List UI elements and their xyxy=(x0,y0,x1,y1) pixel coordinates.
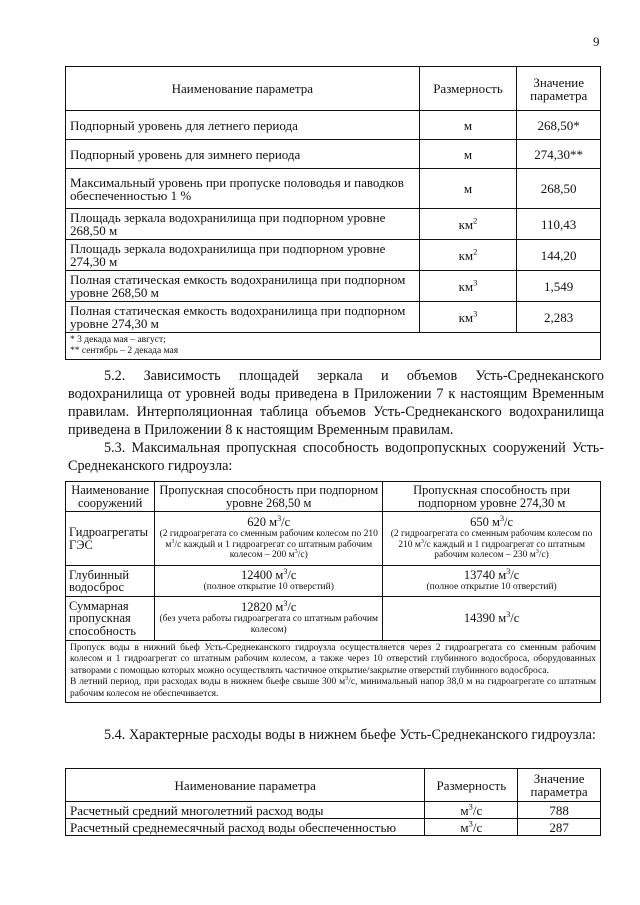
table-row xyxy=(66,802,601,819)
paragraph-text: Зависимость площадей зеркала и объемов Усть-Среднеканского водохранилища от уровней воды приведена в Приложении 7 к настоящим Временным правилам. Интерполяционная таблица объемов Усть-Среднеканского водохранилища приведена в Приложении 8 к настоящим Временным правилам. xyxy=(68,368,605,438)
header-parameter-name: Наименование параметра xyxy=(66,67,420,111)
table-row xyxy=(66,271,601,302)
unit-exponent: 3 xyxy=(473,277,478,288)
paragraph-text: Характерные расходы воды в нижнем бьефе Усть-Среднеканского гидроузла: xyxy=(128,727,596,743)
paragraph-number: 5.4. xyxy=(104,727,126,743)
row-value: 274,30** xyxy=(517,140,601,169)
unit-exponent: 3 xyxy=(473,308,478,319)
row-name: Расчетный средний многолетний расход воды xyxy=(66,802,425,819)
note-water-release: Пропуск воды в нижний бьеф Усть-Среднеканского гидроузла осуществляется через 2 гидроагрегата со сменным рабочим колесом и 1 гидроагрегат со штатным рабочим колесом, а также через 10 отверстий глубинного водосброса, оборудованных затворами с помощью которых можно осуществлять частичное открытие/закрытие отверстий глубинного водосброса. xyxy=(70,643,596,676)
header-unit: Размерность xyxy=(419,67,517,111)
row-name: Максимальный уровень при пропуске половодья и паводков обеспеченностью 1 % xyxy=(66,169,420,209)
header-capacity-268: Пропускная способность при подпорном уровне 268,50 м xyxy=(155,482,383,512)
row-name: Подпорный уровень для зимнего периода xyxy=(66,140,420,169)
capacity-value: 14390 $м^3/с$ xyxy=(463,609,520,625)
unit-exponent: 2 xyxy=(473,215,478,226)
capacity-274-cell xyxy=(383,566,601,597)
row-name: Площадь зеркала водохранилища при подпорном уровне 268,50 м xyxy=(66,209,420,240)
row-value: 2,283 xyxy=(517,302,601,333)
table-row xyxy=(66,209,601,240)
row-name: Подпорный уровень для летнего периода xyxy=(66,111,420,140)
header-unit: Размерность xyxy=(425,769,518,802)
row-name: Глубинный водосброс xyxy=(66,566,155,597)
table-row xyxy=(66,597,601,641)
row-unit xyxy=(419,271,517,302)
table-notes-row xyxy=(66,333,601,360)
row-value: 144,20 xyxy=(517,240,601,271)
row-value: 1,549 xyxy=(517,271,601,302)
row-unit: м xyxy=(419,169,517,209)
capacity-note: (полное открытие 10 отверстий) xyxy=(203,582,334,593)
table-row xyxy=(66,111,601,140)
table-row xyxy=(66,140,601,169)
row-unit: $м^3/с$ xyxy=(425,802,518,819)
row-unit: $м^3/с$ xyxy=(425,819,518,836)
table-row xyxy=(66,302,601,333)
row-name: Гидроагрегаты ГЭС xyxy=(66,512,155,566)
table-header-row xyxy=(66,769,601,802)
capacity-value: 13740 $м^3/с$ xyxy=(463,566,520,583)
page-number: 9 xyxy=(593,34,600,49)
row-unit xyxy=(419,209,517,240)
row-name: Полная статическая емкость водохранилища при подпорном уровне 274,30 м xyxy=(66,302,420,333)
unit-exponent: 2 xyxy=(473,246,478,257)
row-name: Площадь зеркала водохранилища при подпорном уровне 274,30 м xyxy=(66,240,420,271)
capacity-value: 12820 $м^3/с$ xyxy=(241,599,297,615)
capacity-value: 620 $м^3/с$ xyxy=(247,513,291,529)
unit-base: км xyxy=(458,216,474,232)
header-capacity-274: Пропускная способность при подпорном уровне 274,30 м xyxy=(383,482,601,512)
row-unit xyxy=(419,302,517,333)
paragraph-number: 5.3. xyxy=(104,440,126,456)
header-value: Значение параметра xyxy=(517,67,601,111)
table-header-row xyxy=(66,67,601,111)
characteristic-discharges-table xyxy=(65,768,601,836)
capacity-268-cell xyxy=(155,512,383,566)
paragraph-number: 5.2. xyxy=(104,368,126,384)
capacity-value: 650 $м^3/с$ xyxy=(470,513,514,529)
capacity-274-cell xyxy=(383,512,601,566)
unit-base: км xyxy=(458,309,474,325)
row-name: Полная статическая емкость водохранилища при подпорном уровне 268,50 м xyxy=(66,271,420,302)
row-value: 287 xyxy=(518,819,601,836)
paragraph-text: Максимальная пропускная способность водопропускных сооружений Усть-Среднеканского гидроузла: xyxy=(68,440,604,474)
unit-base: км xyxy=(458,247,474,263)
table-footnotes xyxy=(66,333,601,360)
table-row xyxy=(66,240,601,271)
paragraph-5-2 xyxy=(68,367,604,439)
footnote-summer: * 3 декада мая – август; xyxy=(70,335,166,345)
paragraph-5-3 xyxy=(68,439,604,475)
table-row xyxy=(66,566,601,597)
row-value: 268,50* xyxy=(517,111,601,140)
note-summer-period: В летний период, при расходах воды в нижнем бьефе свыше 300 $м^3/с$, минимальный напор 38,0 м на гидроагрегате со штатным рабочим колесом не обеспечивается. xyxy=(70,676,596,699)
table-notes-row xyxy=(66,641,601,703)
row-unit: м xyxy=(419,140,517,169)
header-structures: Наименование сооружений xyxy=(66,482,155,512)
capacity-value: 12400 $м^3/с$ xyxy=(241,566,297,583)
row-value: 788 xyxy=(518,802,601,819)
table-notes xyxy=(66,641,601,703)
table-row xyxy=(66,169,601,209)
row-value: 110,43 xyxy=(517,209,601,240)
table-row xyxy=(66,512,601,566)
table-header-row xyxy=(66,482,601,512)
capacity-note: (без учета работы гидроагрегата со штатным рабочим колесом) xyxy=(159,614,378,636)
paragraph-5-4 xyxy=(68,726,604,744)
row-unit xyxy=(419,240,517,271)
footnote-winter: ** сентябрь – 2 декада мая xyxy=(70,345,179,356)
reservoir-parameters-table xyxy=(65,66,601,360)
capacity-268-cell xyxy=(155,597,383,641)
capacity-note: (2 гидроагрегата со сменным рабочим колесом по 210 $м^3/с$ каждый и 1 гидроагрегат со штатным рабочим колесом – 230 $м^3/с$) xyxy=(390,529,593,561)
row-value: 268,50 xyxy=(517,169,601,209)
header-parameter-name: Наименование параметра xyxy=(66,769,425,802)
discharge-capacity-table xyxy=(65,481,601,703)
header-value: Значение параметра xyxy=(518,769,601,802)
capacity-note: (2 гидроагрегата со сменным рабочим колесом по 210 $м^3/с$ каждый и 1 гидроагрегат со штатным рабочим колесом – 200 $м^3/с$) xyxy=(159,529,378,561)
row-unit: м xyxy=(419,111,517,140)
table-row xyxy=(66,819,601,836)
capacity-274-cell xyxy=(383,597,601,641)
row-name: Расчетный среднемесячный расход воды обеспеченностью xyxy=(66,819,425,836)
capacity-268-cell xyxy=(155,566,383,597)
capacity-note: (полное открытие 10 отверстий) xyxy=(426,582,557,593)
row-name: Суммарная пропускная способность xyxy=(66,597,155,641)
unit-base: км xyxy=(458,278,474,294)
